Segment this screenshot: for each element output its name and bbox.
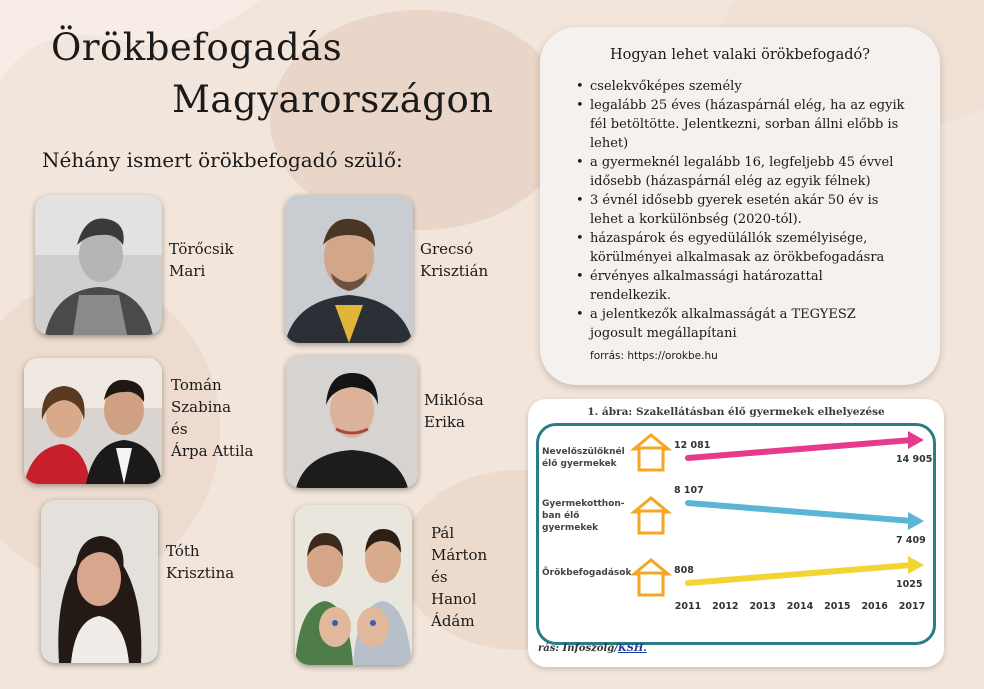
- person-name-grecso-krisztian: [420, 238, 488, 282]
- person-name-toman-szabina-arpa-attila: [171, 374, 253, 462]
- person-name-pal-marton-hanol-adam: [431, 522, 487, 632]
- series-start-label: 8 107: [674, 485, 704, 496]
- series-line: [688, 503, 912, 521]
- photo-grecso-krisztian: [285, 195, 413, 343]
- chart-title: 1. ábra: Szakellátásban élő gyermekek elhelyezése: [587, 406, 885, 418]
- requirement-item: • a gyermeknél legalább 16, legfeljebb 45 évvel idősebb (házaspárnál elég az egyik félnek): [576, 153, 906, 191]
- person-name-line: Szabina: [171, 398, 232, 416]
- series-label: Gyermekotthon-: [542, 499, 625, 509]
- person-name-line: Krisztián: [420, 262, 489, 280]
- series-start-label: 12 081: [674, 440, 711, 451]
- chart-plot: [528, 399, 944, 667]
- x-tick-label: 2017: [898, 601, 926, 612]
- series-arrowhead: [908, 431, 924, 449]
- section-subtitle: Néhány ismert örökbefogadó szülő:: [42, 148, 403, 172]
- requirement-item: • a jelentkezők alkalmasságát a TEGYESZ jogosult megállapítani: [576, 305, 906, 343]
- placement-chart-card: [528, 399, 944, 667]
- x-tick-label: 2015: [824, 601, 851, 612]
- house-icon: [639, 448, 663, 470]
- person-name-line: Árpa Attila: [171, 442, 254, 460]
- series-label: élő gyermekek: [542, 459, 617, 469]
- series-end-label: 1025: [896, 579, 923, 590]
- series-label: Nevelőszülőknél: [542, 447, 625, 457]
- x-tick-label: 2016: [861, 601, 888, 612]
- requirements-source: forrás: https://orokbe.hu: [590, 350, 718, 362]
- person-name-line: Tomán: [171, 376, 222, 394]
- photo-pal-marton-hanol-adam: [295, 505, 412, 665]
- requirements-title: Hogyan lehet valaki örökbefogadó?: [609, 47, 871, 63]
- person-name-torocsik-mari: [169, 238, 234, 282]
- person-name-line: Krisztina: [166, 564, 235, 582]
- page-title-line-1: Örökbefogadás: [51, 26, 343, 69]
- series-end-label: 7 409: [896, 535, 926, 546]
- requirement-item: • 3 évnél idősebb gyerek esetén akár 50 év is lehet a korkülönbség (2020-tól).: [576, 191, 906, 229]
- chart-source: [538, 643, 647, 654]
- person-name-line: Pál: [431, 524, 455, 542]
- requirements-list: [576, 77, 906, 343]
- person-name-line: Erika: [424, 413, 465, 431]
- person-name-line: Ádám: [431, 612, 475, 630]
- series-start-label: 808: [674, 565, 694, 576]
- page-title-line-2: Magyarországon: [172, 78, 494, 121]
- x-tick-label: 2013: [749, 601, 776, 612]
- requirement-item: • cselekvőképes személy: [576, 77, 906, 96]
- person-name-miklosa-erika: [424, 389, 484, 433]
- person-name-line: Törőcsik: [169, 240, 234, 258]
- adoption-requirements-card: [540, 27, 940, 385]
- photo-miklosa-erika: [286, 355, 418, 488]
- chart-source-text: rás: Infoszolg/: [538, 643, 618, 654]
- person-name-line: és: [171, 420, 188, 438]
- house-icon: [639, 573, 663, 595]
- person-name-line: és: [431, 568, 448, 586]
- series-label: gyermekek: [542, 523, 599, 533]
- person-name-line: Miklósa: [424, 391, 484, 409]
- x-tick-label: 2014: [786, 601, 814, 612]
- x-tick-label: 2012: [712, 601, 739, 612]
- requirement-item: • legalább 25 éves (házaspárnál elég, ha az egyik fél betöltötte. Jelentkezni, sorban állni előbb is lehet): [576, 96, 906, 153]
- series-end-label: 14 905: [896, 454, 933, 465]
- person-name-line: Tóth: [166, 542, 200, 560]
- x-tick-label: 2011: [674, 601, 702, 612]
- person-name-line: Hanol: [431, 590, 477, 608]
- person-name-toth-krisztina: [166, 540, 234, 584]
- person-name-line: Grecsó: [420, 240, 474, 258]
- house-icon: [639, 511, 663, 533]
- person-name-line: Márton: [431, 546, 488, 564]
- ksh-link[interactable]: KSH.: [617, 643, 647, 654]
- photo-torocsik-mari: [35, 195, 162, 335]
- photo-toth-krisztina: [41, 500, 158, 663]
- series-label: ban élő: [542, 511, 580, 521]
- requirement-item: • érvényes alkalmassági határozattal rendelkezik.: [576, 267, 906, 305]
- series-arrowhead: [908, 556, 924, 574]
- photo-toman-szabina-arpa-attila: [24, 358, 162, 484]
- series-line: [688, 440, 912, 458]
- requirement-item: • házaspárok és egyedülállók személyisége, körülményei alkalmasak az örökbefogadásra: [576, 229, 906, 267]
- series-line: [688, 565, 912, 583]
- person-name-line: Mari: [169, 262, 206, 280]
- series-arrowhead: [908, 512, 924, 530]
- series-label: Örökbefogadások: [542, 568, 632, 578]
